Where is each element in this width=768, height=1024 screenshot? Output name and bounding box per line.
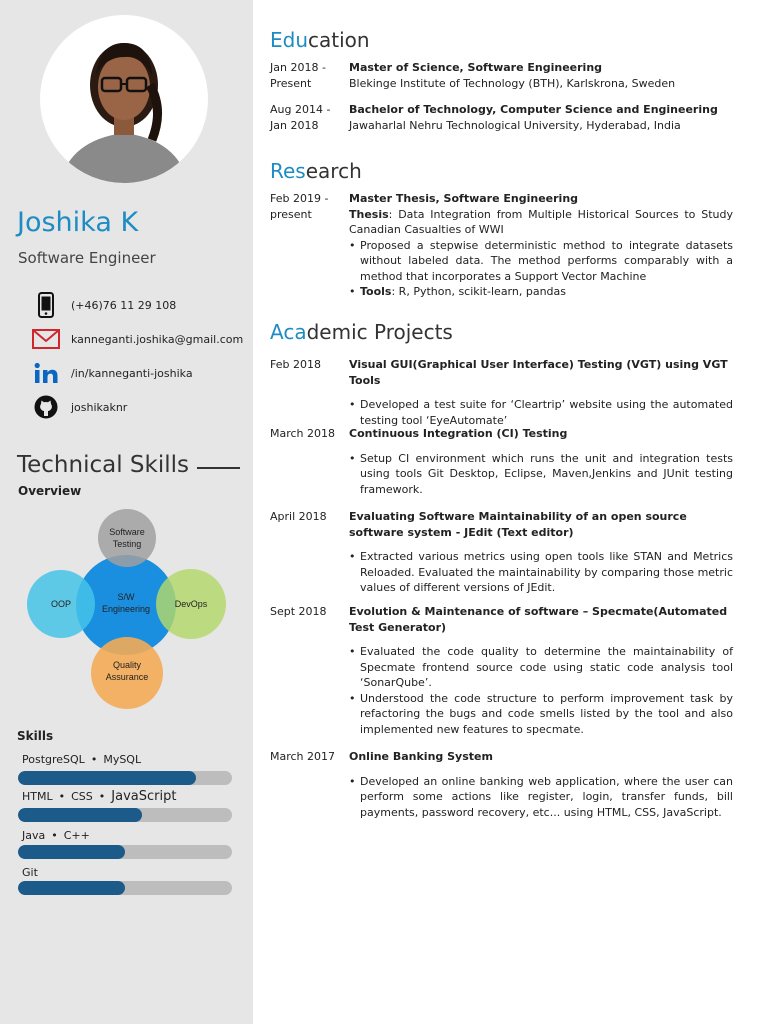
venn-right-label: DevOps <box>174 599 208 609</box>
entry-body <box>349 604 733 737</box>
date-start: Jan 2018 - <box>270 61 326 74</box>
skill-name: C++ <box>63 829 90 842</box>
entry-date <box>270 191 346 222</box>
tools-label: Tools <box>360 285 392 298</box>
entry-body <box>349 749 733 820</box>
heading-rest: earch <box>305 159 362 183</box>
venn-bottom-line2: Assurance <box>105 672 149 682</box>
contact-github <box>31 393 127 421</box>
skill-name: Git <box>22 866 38 879</box>
phone-icon <box>31 292 61 318</box>
entry-date <box>270 102 346 133</box>
avatar <box>40 15 208 183</box>
skill-name: PostgreSQL <box>22 753 85 766</box>
overview-heading: Overview <box>18 484 82 498</box>
projects-heading <box>270 320 453 344</box>
job-title: Software Engineer <box>18 249 156 267</box>
email-icon <box>31 326 61 352</box>
skill-label-git <box>22 866 38 879</box>
skill-bar-fill <box>18 808 142 822</box>
skills-venn-diagram <box>20 505 240 715</box>
entry-date: March 2018 <box>270 427 336 440</box>
thesis-text: : Data Integration from Multiple Historical Sources to Study Canadian Casualties of WWI <box>349 207 733 236</box>
skill-bar-git <box>18 881 232 895</box>
project-title: Continuous Integration (CI) Testing <box>349 427 568 440</box>
technical-skills-heading: Technical Skills <box>17 452 189 478</box>
linkedin-icon <box>31 360 61 386</box>
project-bullet: • Evaluated the code quality to determine the maintainability of Specmate frontend source code using static code analysis tool ‘SonarQube’. <box>349 644 733 691</box>
contact-phone <box>31 291 176 319</box>
skill-bar-databases <box>18 771 232 785</box>
profile-photo <box>40 15 208 183</box>
skill-name: HTML <box>22 790 53 803</box>
entry-date: April 2018 <box>270 510 327 523</box>
entry-date: Sept 2018 <box>270 605 327 618</box>
research-heading <box>270 159 362 183</box>
github-username[interactable]: joshikaknr <box>71 400 128 414</box>
research-bullet <box>349 284 733 300</box>
email-address[interactable]: kanneganti.joshika@gmail.com <box>71 332 244 346</box>
skill-name: Java <box>22 829 46 842</box>
heading-rest: demic Projects <box>306 320 453 344</box>
entry-body <box>349 426 733 497</box>
heading-highlight: Edu <box>270 28 309 52</box>
venn-top-line1: Software <box>109 527 145 537</box>
heading-divider <box>197 467 240 469</box>
date-end: Present <box>270 76 312 90</box>
project-title: Online Banking System <box>349 750 493 763</box>
project-title: Visual GUI(Graphical User Interface) Testing (VGT) using VGT Tools <box>349 358 728 387</box>
entry-body <box>349 60 733 91</box>
date-end: Jan 2018 <box>270 118 319 132</box>
date-end: present <box>270 207 312 221</box>
sidebar <box>0 0 253 1024</box>
project-bullet: • Developed a test suite for ‘Cleartrip’ website using the automated testing tool ‘EyeAutomate’ <box>349 397 733 428</box>
date-start: Feb 2019 - <box>270 192 329 205</box>
phone-number: (+46)76 11 29 108 <box>71 298 177 312</box>
project-bullet: • Setup CI environment which runs the unit and integration tests using tools Git Desktop, Eclipse, Maven,Jenkins and JUnit testing framework. <box>349 451 733 498</box>
venn-center-line1: S/W <box>117 592 135 602</box>
entry-body <box>349 191 733 300</box>
entry-body <box>349 509 733 596</box>
education-heading <box>270 28 370 52</box>
contact-linkedin <box>31 359 193 387</box>
thesis-line <box>349 207 733 238</box>
date-start: Aug 2014 - <box>270 103 331 116</box>
skill-name: CSS <box>71 790 93 803</box>
heading-highlight: Res <box>270 159 306 183</box>
heading-highlight: Aca <box>270 320 307 344</box>
research-title: Master Thesis, Software Engineering <box>349 192 579 205</box>
skill-name: JavaScript <box>111 789 177 804</box>
entry-body <box>349 357 733 428</box>
entry-body <box>349 102 733 133</box>
thesis-label: Thesis <box>349 207 389 221</box>
skill-label-web: HTML • CSS • JavaScript <box>22 789 177 804</box>
skill-bar-java <box>18 845 232 859</box>
project-bullet: • Developed an online banking web application, where the user can perform some actions like register, login, transfer funds, bill payments, password recovery, etc... using HTML, CSS, JavaScript. <box>349 774 733 821</box>
research-bullet: • Proposed a stepwise deterministic method to integrate datasets without labeled data. The method performs comparably with a method that incorporates a Support Vector Machine <box>349 238 733 285</box>
venn-circle-top <box>98 509 156 567</box>
project-title: Evolution & Maintenance of software – Specmate(Automated Test Generator) <box>349 605 728 634</box>
project-bullet: • Extracted various metrics using open tools like STAN and Metrics Reloaded. Evaluated the maintainability by comparing those metric values of different versions of JEdit. <box>349 549 733 596</box>
institution: Jawaharlal Nehru Technological University, Hyderabad, India <box>349 118 681 132</box>
skill-label-java: Java • C++ <box>22 829 90 842</box>
contact-email <box>31 325 243 353</box>
skill-bar-fill <box>18 845 125 859</box>
venn-bottom-line1: Quality <box>112 660 142 670</box>
linkedin-profile[interactable]: /in/kanneganti-joshika <box>71 366 193 380</box>
person-name: Joshika K <box>17 207 139 238</box>
skill-bar-web <box>18 808 232 822</box>
project-title: Evaluating Software Maintainability of an open source software system - JEdit (Text editor) <box>349 510 687 539</box>
heading-rest: cation <box>308 28 370 52</box>
tools-text: : R, Python, scikit-learn, pandas <box>391 285 566 298</box>
project-bullet: • Understood the code structure to perform improvement task by refactoring the bugs and code smells listed by the tool and also implemented new features to specmate. <box>349 691 733 738</box>
skill-bar-fill <box>18 881 125 895</box>
github-icon <box>31 394 61 420</box>
degree-title: Bachelor of Technology, Computer Science and Engineering <box>349 103 718 116</box>
degree-title: Master of Science, Software Engineering <box>349 61 603 74</box>
venn-center-line2: Engineering <box>101 604 151 614</box>
skills-heading: Skills <box>17 729 54 743</box>
skill-name: MySQL <box>103 753 142 766</box>
venn-left-label: OOP <box>50 599 72 609</box>
skill-bar-fill <box>18 771 196 785</box>
entry-date: Feb 2018 <box>270 358 321 371</box>
entry-date <box>270 60 346 91</box>
skill-label-databases: PostgreSQL • MySQL <box>22 753 142 766</box>
institution: Blekinge Institute of Technology (BTH), Karlskrona, Sweden <box>349 76 676 90</box>
entry-date: March 2017 <box>270 750 336 763</box>
venn-top-line2: Testing <box>112 539 142 549</box>
